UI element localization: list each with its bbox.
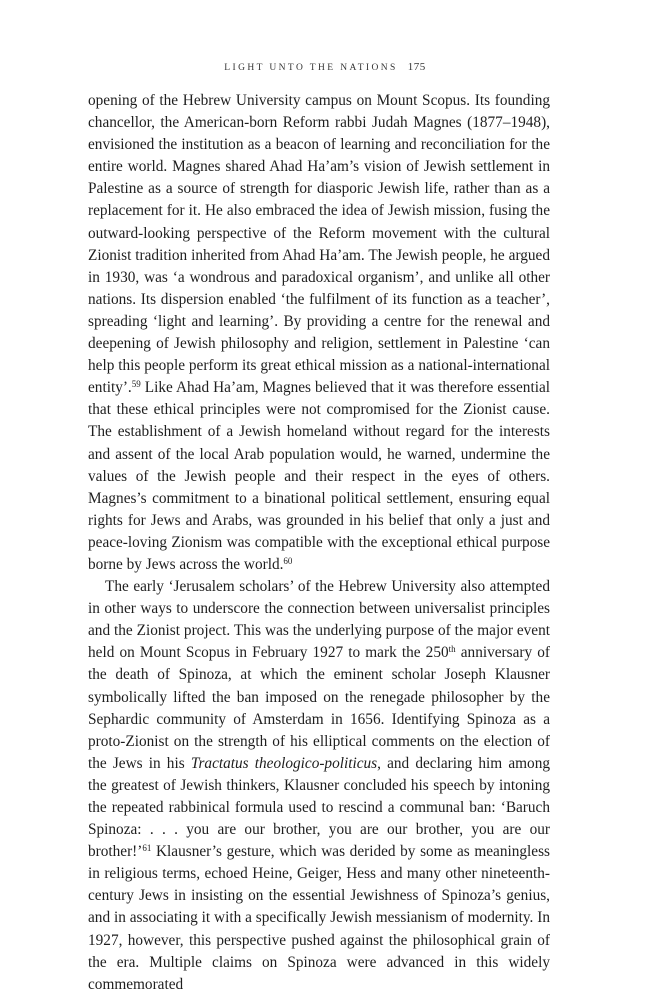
paragraph-2-text-b: anniversary of the death of Spinoza, at which the eminent scholar Joseph Klausner symbolically lifted the ban imposed on the renegade philosopher by the Sephardic community of Amsterdam in 1656. Identifying Spinoza as a proto-Zionist on the strength of his elliptical comments on the election of the Jews in his [88,644,550,772]
body-text [88,90,550,996]
paragraph-2-text-a: The early ‘Jerusalem scholars’ of the Hebrew University also attempted in other ways to underscore the connection between universalist principles and the Zionist project. This was the underlying purpose of the major event held on Mount Scopus in February 1927 to mark the 250 [88,578,550,662]
page-number: 175 [407,61,426,73]
footnote-ref-59: 59 [131,379,141,390]
paragraph-2 [88,576,550,996]
ordinal-suffix: th [448,644,456,655]
paragraph-1-text-b: Like Ahad Ha’am, Magnes believed that it was therefore essential that these ethical principles were not compromised for the Zionist cause. The establishment of a Jewish homeland without regard for the interests and assent of the local Arab population would, he warned, undermine the values of the Jewish people and their respect in the eyes of others. Magnes’s commitment to a binational political settlement, ensuring equal rights for Jews and Arabs, was grounded in his belief that only a just and peace-loving Zionism was compatible with the exceptional ethical purpose borne by Jews across the world. [88,379,550,573]
running-head [0,61,650,73]
paragraph-2-text-c: , and declaring him among the greatest of Jewish thinkers, Klausner concluded his speech by intoning the repeated rabbinical formula used to rescind a communal ban: ‘Baruch Spinoza: . . . you are our brother, you are our brother, you are our brother!’ [88,754,550,861]
paragraph-1 [88,90,550,576]
running-head-title: LIGHT UNTO THE NATIONS [224,63,398,73]
paragraph-1-text-a: opening of the Hebrew University campus on Mount Scopus. Its founding chancellor, the American-born Reform rabbi Judah Magnes (1877–1948), envisioned the institution as a beacon of learning and reconciliation for the entire world. Magnes shared Ahad Ha’am’s vision of Jewish settlement in Palestine as a source of strength for diasporic Jewish life, rather than as a replacement for it. He also embraced the idea of Jewish mission, fusing the outward-looking perspective of the Reform movement with the cultural Zionist tradition inherited from Ahad Ha’am. The Jewish people, he argued in 1930, was ‘a wondrous and paradoxical organism’, and unlike all other nations. Its dispersion enabled ‘the fulfilment of its function as a teacher’, spreading ‘light and learning’. By providing a centre for the renewal and deepening of Jewish philosophy and religion, settlement in Palestine ‘can help this people perform its great ethical mission as a national-international entity’. [88,92,550,397]
paragraph-2-text-d: Klausner’s gesture, which was derided by some as meaningless in religious terms, echoed Heine, Geiger, Hess and many other nineteenth-century Jews in insisting on the essential Jewishness of Spinoza’s genius, and in associating it with a specifically Jewish messianism of modernity. In 1927, however, this perspective pushed against the philosophical grain of the era. Multiple claims on Spinoza were advanced in this widely commemorated [88,843,550,993]
work-title: Tractatus theologico-politicus [190,754,378,772]
footnote-ref-61: 61 [142,843,152,854]
footnote-ref-60: 60 [283,555,293,566]
